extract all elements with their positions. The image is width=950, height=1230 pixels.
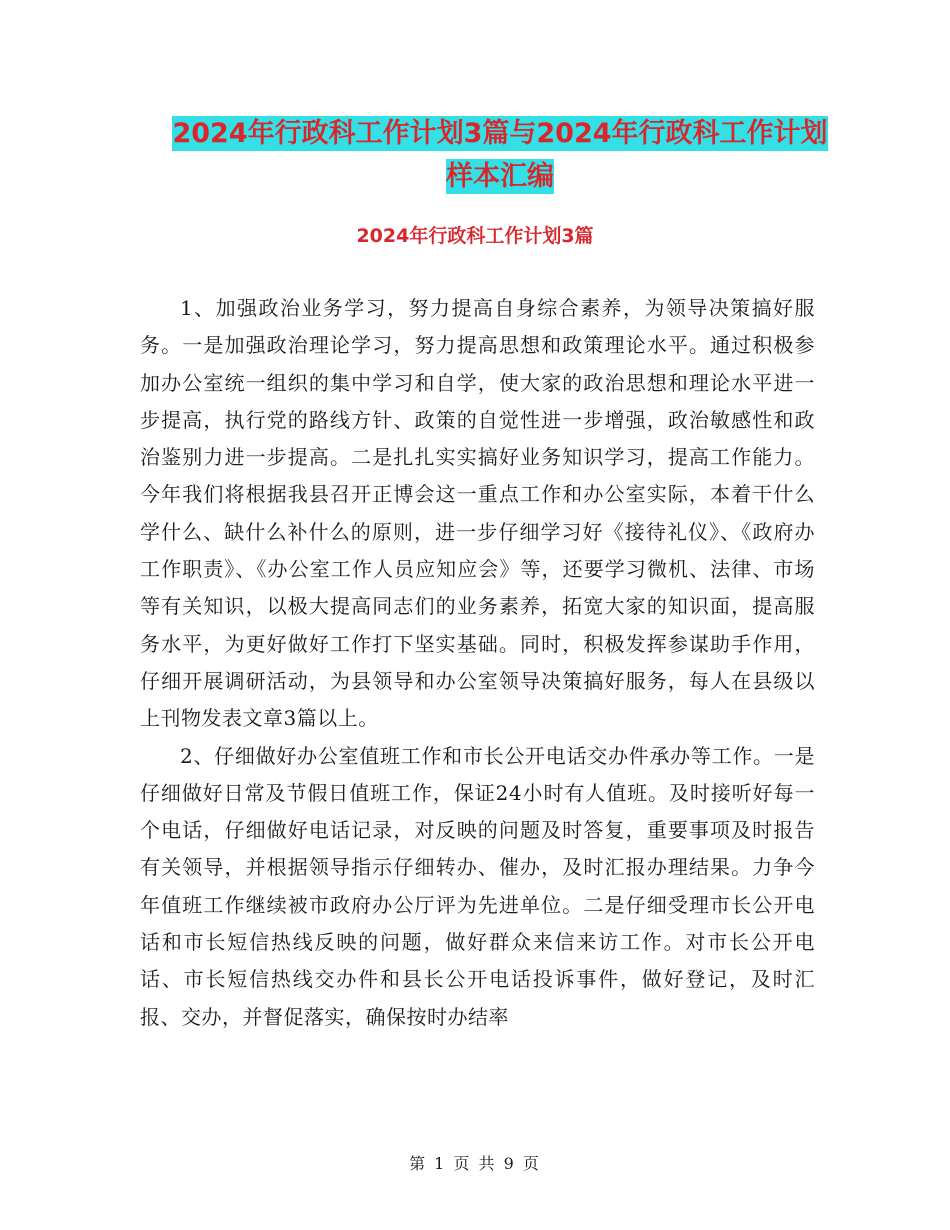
- document-body: [140, 290, 815, 1036]
- document-title-line1: 2024年行政科工作计划3篇与2024年行政科工作计划: [172, 118, 828, 149]
- paragraph-1: 1、加强政治业务学习，努力提高自身综合素养，为领导决策搞好服务。一是加强政治理论学习，努力提高思想和政策理论水平。通过积极参加办公室统一组织的集中学习和自学，使大家的政治思想和理论水平进一步提高，执行党的路线方针、政策的自觉性进一步增强，政治敏感性和政治鉴别力进一步提高。二是扎扎实实搞好业务知识学习，提高工作能力。今年我们将根据我县召开正博会这一重点工作和办公室实际，本着干什么学什么、缺什么补什么的原则，进一步仔细学习好《接待礼仪》、《政府办工作职责》、《办公室工作人员应知应会》等，还要学习微机、法律、市场等有关知识，以极大提高同志们的业务素养，拓宽大家的知识面，提高服务水平，为更好做好工作打下坚实基础。同时，积极发挥参谋助手作用，仔细开展调研活动，为县领导和办公室领导决策搞好服务，每人在县级以上刊物发表文章3篇以上。: [140, 296, 815, 731]
- paragraph-2: 2、仔细做好办公室值班工作和市长公开电话交办件承办等工作。一是仔细做好日常及节假日值班工作，保证24小时有人值班。及时接听好每一个电话，仔细做好电话记录，对反映的问题及时答复，重要事项及时报告有关领导，并根据领导指示仔细转办、催办，及时汇报办理结果。力争今年值班工作继续被市政府办公厅评为先进单位。二是仔细受理市长公开电话和市长短信热线反映的问题，做好群众来信来访工作。对市长公开电话、市长短信热线交办件和县长公开电话投诉事件，做好登记，及时汇报、交办，并督促落实，确保按时办结率: [140, 743, 815, 1029]
- document-title: [140, 112, 860, 198]
- document-title-line2: 样本汇编: [446, 161, 554, 192]
- page-footer: 第 1 页 共 9 页: [409, 1154, 541, 1173]
- section-heading: 2024年行政科工作计划3篇: [356, 225, 594, 247]
